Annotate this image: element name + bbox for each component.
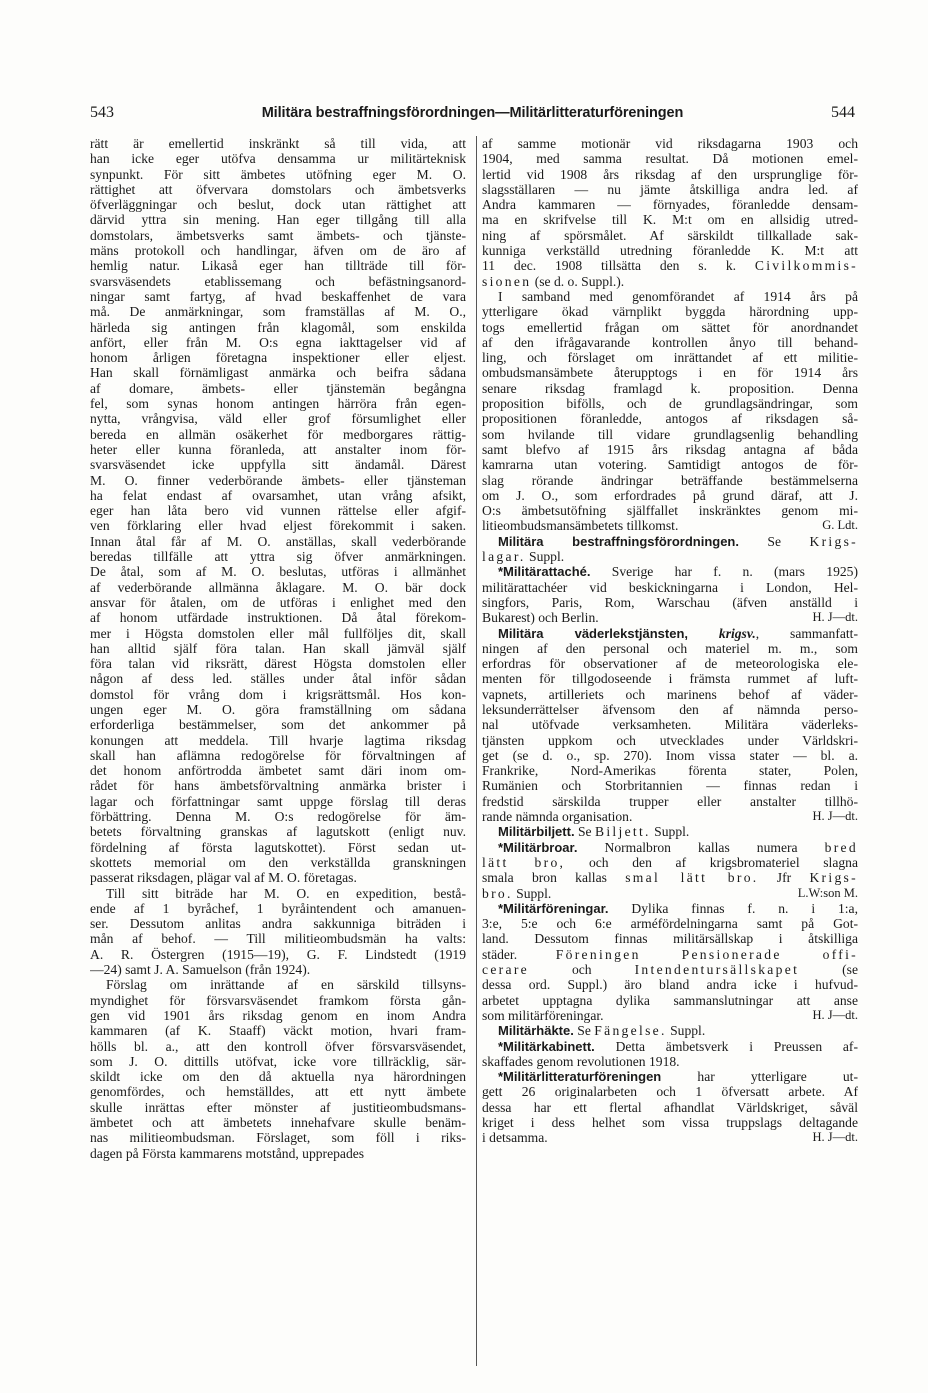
author-signature: H. J—dt. xyxy=(812,1130,858,1145)
text-line: rådet för hans ämbetsförvaltning anmärka brister i xyxy=(90,778,466,794)
text-line: dagen på Första kammarens motstånd, upprepades xyxy=(90,1145,365,1161)
entry-militarkabinett: *Militärkabinett. Detta ämbetsverk i Preussen af- skaffades genom revolutionen 1918. xyxy=(482,1038,858,1069)
page-number-right: 544 xyxy=(831,104,855,121)
entry-headword: *Militärbroar. xyxy=(498,839,578,855)
text-line: ningar samt fartyg, af hvad beskaffenhet de vara xyxy=(90,288,466,304)
text-line: föra talan vid riksrätt, därest Högsta domstolen eller xyxy=(90,656,466,672)
text-line: De åtal, som af M. O. beslutas, utföras i allmänhet xyxy=(90,564,466,580)
entry-militarlitteraturforeningen: *Militärlitteraturföreningen har ytterligare ut- gett 26 originalarbeten och 1 öfversatt arbete. Af dessa har ett flertal afhandlat Världskriget, såväl kriget i dess helhet som vissa truppslags deltagande i detsamma. H. J—dt. xyxy=(482,1069,858,1146)
right-column xyxy=(482,136,858,1381)
text-line: nytta, vrångvisa, väld eller grof försumlighet eller xyxy=(90,411,466,427)
text-line: bereda en allmän osäkerhet för medborgares rättig- xyxy=(90,426,466,442)
author-signature: H. J—dt. xyxy=(812,610,858,625)
author-signature: H. J—dt. xyxy=(812,1007,858,1022)
text-line: ämbetet och att ämbetets innehafvare skulle benäm- xyxy=(90,1115,466,1130)
entry-headword: *Militärföreningar. xyxy=(498,900,609,916)
text-line: M. O. finner vederbörande ämbets- eller tjänsteman xyxy=(90,472,466,488)
text-line: mer i Högsta domstolen eller mål fullföljes dit, skall xyxy=(90,625,466,641)
text-line: gen vid 1901 års riksdag genom en inom Andra xyxy=(90,1007,466,1023)
text-line: kammaren (af K. Staaff) väckt motion, hvari fram- xyxy=(90,1023,466,1039)
entry-militarforeningar: *Militärföreningar. Dylika finnas f. n. i 1:a, 3:e, 5:e och 6:e arméfördelningarna samt på Got- land. Dessutom finnas militärsällskap i åtskilliga städer. Föreningen Pensionerade offi- cerare och Intendentursällskapet (se dessa ord. Suppl.) äro bland andra icke i hufvud- arbetet upptagna dylika sammanslutningar att anse som militärföreningar. H. J—dt. xyxy=(482,900,858,1023)
text-line: nas militieombudsman. Förslaget, som föll i riks- xyxy=(90,1130,466,1146)
text-line: fördelning af första lagutskottet). Först sedan ut- xyxy=(90,839,466,855)
text-line: mäns protokoll och handlingar, äfven om de äro af xyxy=(90,243,466,259)
entry-militara-vaderlekstjansten: Militära väderlekstjänsten, krigsv., sammanfatt- ningen af den personal och materiel m. m., som erfordras för observationer af de meteorologiska ele- menten för tillgodoseende i främsta rummet af luft- vapnets, artilleriets och marinens behof af väder- leksunderrättelser äfvensom den af nämnda perso- nal utöfvade verksamheten. Militära väderleks- tjänsten uppkom och utvecklades under Världskri- get (se d. o., sp. 270). Inom vissa stater — bl. a. Frankrike, Nord-Amerikas förenta stater, Polen, Rumänien och Storbritannien — finnas redan i fredstid särskilda trupper eller anstalter tillhö- rande nämnda organisation. H. J—dt. xyxy=(482,625,858,825)
text-line: ha felat endast af ovarsamhet, utan vrång afsikt, xyxy=(90,487,466,503)
entry-headword: Militärhäkte. xyxy=(498,1023,574,1039)
text-line: erforderliga bestämmelser, som det ankommer på xyxy=(90,717,466,733)
entry-headword: *Militärattaché. xyxy=(498,564,591,580)
text-line: skottets memorial om den verkställda granskningen xyxy=(90,854,466,870)
text-line: skall han aflämna redogörelse för förvaltningen af xyxy=(90,747,466,763)
running-title: Militära bestraffningsförordningen—Militärlitteraturföreningen xyxy=(261,105,684,121)
text-line: ungen eger M. O. göra framställning om sådana xyxy=(90,701,466,717)
author-signature: G. Ldt. xyxy=(822,518,858,533)
text-line: anfört, eller från M. O:s egna iakttagelser vid af xyxy=(90,334,466,350)
author-signature: H. J—dt. xyxy=(812,809,858,824)
text-line: hemlig natur. Likaså eger han tillträde till för- xyxy=(90,258,466,274)
text-line: må. De anmärkningar, som framställas af M. O., xyxy=(90,304,466,320)
text-line: skulle inrättas efter mönster af justitieombudsmans- xyxy=(90,1099,466,1115)
text-line: af vederbörande allmänna åklagare. M. O. bär dock xyxy=(90,579,466,595)
text-line: synpunkt. För sitt ämbetes utöfning eger M. O. xyxy=(90,166,466,182)
text-line: öfverläggningar och beslut, dock utan rättighet att xyxy=(90,197,466,213)
text-line: Till sitt biträde har M. O. en expedition, bestå- xyxy=(106,885,466,901)
text-line: hölls bl. a., att den kontroll öfver försvarsväsendet, xyxy=(90,1038,466,1054)
text-line: myndighet för försvarsväsendet framkom första gån- xyxy=(90,992,466,1008)
column-divider xyxy=(476,136,477,1366)
text-line: som J. O. dittills utöfvat, icke vore tillräcklig, sär- xyxy=(90,1053,466,1069)
text-line: ser. Dessutom anlitas andra sakkunniga biträden i xyxy=(90,916,466,932)
text-line: svarsväsendet icke uppfylla sitt ändamål. Därest xyxy=(90,457,466,473)
text-line: Förslag om inrättande af en särskild tillsyns- xyxy=(106,977,466,993)
entry-headword: Militära bestraffningsförordningen. xyxy=(498,533,739,549)
entry-militarhakte: Militärhäkte. Se Fängelse. Suppl. xyxy=(498,1023,706,1039)
left-column xyxy=(90,136,466,1381)
text-line: mån af behof. — Till militieombudsmän ha valts: xyxy=(90,931,466,947)
text-line: af honom utfärdade instruktionen. Då åtal förekom- xyxy=(90,610,466,626)
paragraph-continuation: af samme motionär vid riksdagarna 1903 och 1904, med samma resultat. Då motionen emel- lertid vid 1908 års riksdag af den ursprunglige för- slagsställaren — nu jämte åtskilliga andra led. af Andra kammaren — förnyades, föranledde densam- ma en skrifvelse till K. M:t om en allsidig utred- ning af spörsmålet. Af särskildt tillkallade sak- kunniga verkställd utredning föranledde K. M:t att 11 dec. 1908 tillsätta den s. k. Civilkommis- sionen (se d. o. Suppl.). xyxy=(482,136,858,289)
text-line: härleda sig antingen från klagomål, som enskilda xyxy=(90,319,466,335)
text-line: honom årligen företagna inspektioner eller eljest. xyxy=(90,350,466,366)
text-line: Han skall förnämligast anmärka och beifra sådana xyxy=(90,365,466,381)
text-line: svarsväsendets etablissemang och befästningsanord- xyxy=(90,273,466,289)
text-line: rättighet att öfvervara domstolars och ämbetsverks xyxy=(90,181,466,197)
text-line: eger han låta bero vid vunnen rättelse eller afgif- xyxy=(90,503,466,519)
text-line: han alltid själf föra talan. Han skall jämväl själf xyxy=(90,640,466,656)
entry-headword: *Militärlitteraturföreningen xyxy=(498,1069,662,1085)
text-line: beredas tillfälle att yttra sig öfver anmärkningen. xyxy=(90,549,466,565)
entry-militarbiljett: Militärbiljett. Se Biljett. Suppl. xyxy=(498,824,690,840)
entry-militara-bestraffningsforordningen: Militära bestraffningsförordningen. Se Krigs- lagar. Suppl. xyxy=(482,533,858,565)
entry-militarbroar: *Militärbroar. Normalbron kallas numera bred lätt bro, och den af krigsbromateriel slagna smala bron kallas smal lätt bro. Jfr Krigs- bro. Suppl. L.W:son M. xyxy=(482,839,858,901)
text-line: —24) samt J. A. Samuelson (från 1924). xyxy=(90,962,311,978)
text-line: domstolars, ämbetsverks samt ämbets- och tjänste- xyxy=(90,227,466,243)
text-line: han icke eger utöfva densamma ur militärteknisk xyxy=(90,151,466,167)
entry-headword: *Militärkabinett. xyxy=(498,1038,595,1054)
text-line: därvid yttra sin mening. Han eger tillgång till alla xyxy=(90,212,466,228)
text-line: genomfördes, och hemställdes, att ett nytt ämbete xyxy=(90,1084,466,1100)
page-header xyxy=(90,103,855,123)
text-line: rätt är emellertid inskränkt så till vida, att xyxy=(90,136,466,151)
entry-headword: Militära väderlekstjänsten, xyxy=(498,625,689,641)
entry-headword: Militärbiljett. xyxy=(498,824,575,840)
text-line: A. R. Östergren (1915—19), G. F. Lindstedt (1919 xyxy=(90,946,466,962)
page-number-left: 543 xyxy=(90,104,114,121)
text-line: Innan åtal får af M. O. anställas, skall vederbörande xyxy=(90,533,466,549)
text-line: konungen att meddela. Till hvarje lagtima riksdag xyxy=(90,732,466,748)
text-line: lagar och författningar samt uppge förslag till deras xyxy=(90,793,466,809)
entry-militarattache: *Militärattaché. Sverige har f. n. (mars 1925) militärattachéer vid beskickningarna i London, Hel- singfors, Paris, Rom, Warschau (äfven anställd i Bukarest) och Berlin. H. J—dt. xyxy=(482,564,858,626)
text-line: ven förklaring eller hvad eljest förekommit i saken. xyxy=(90,518,466,534)
text-line: betets förvaltning granskas af lagutskott (enligt nuv. xyxy=(90,824,466,840)
text-line: någon af dess led. ställes under åtal inför sådan xyxy=(90,671,466,687)
text-line: af domare, ämbets- eller tjänstemän begångna xyxy=(90,380,466,396)
text-line: fel, som synas honom antingen härröra från egen- xyxy=(90,396,466,412)
text-line: förbättring. Denna M. O:s redogörelse för äm- xyxy=(90,809,466,825)
text-line: heter eller kunna föranleda, att anstalter inom för- xyxy=(90,441,466,457)
text-line: ansvar för åtalen, om de utföras i enlighet med den xyxy=(90,594,466,610)
paragraph-1914: I samband med genomförandet af 1914 års på ytterligare ökad värnplikt byggda härordning upp- togs emellertid frågan om sättet för anordnandet af den ifrågavarande kontrollen ånyo till behand- ling, och förslaget om inrättandet af ett militie- ombudsmansämbete återupptogs i en för 1914 års senare riksdag framlagd k. proposition. Denna proposition bifölls, och de grundlagsändringar, som propositionen föranledde, antogos af riksdagen så- som hvilande till vidare grundlagsenlig behandling samt blefvo af 1915 års riksdag antagna af båda kamrarna utan votering. Samtidigt antogos de för- slag rörande ändringar beträffande bestämmelserna om J. O., som erfordrades på grund däraf, att J. O:s ämbetsutöfning själffallet inskränktes genom mi- litieombudsmansämbetets tillkomst. G. Ldt. xyxy=(482,288,858,534)
text-line: passerat riksdagen, plägar val af M. O. företagas. xyxy=(90,870,357,886)
author-signature: L.W:son M. xyxy=(797,885,858,900)
text-line: det honom anförtrodda ämbetet samt däri inom om- xyxy=(90,763,466,779)
text-line: skildt icke om den då aktuella nya härordningen xyxy=(90,1069,466,1085)
text-line: ende af 1 byråchef, 1 byråintendent och amanuen- xyxy=(90,900,466,916)
text-line: domstol för vrång dom i krigsrättsmål. Hos kon- xyxy=(90,686,466,702)
